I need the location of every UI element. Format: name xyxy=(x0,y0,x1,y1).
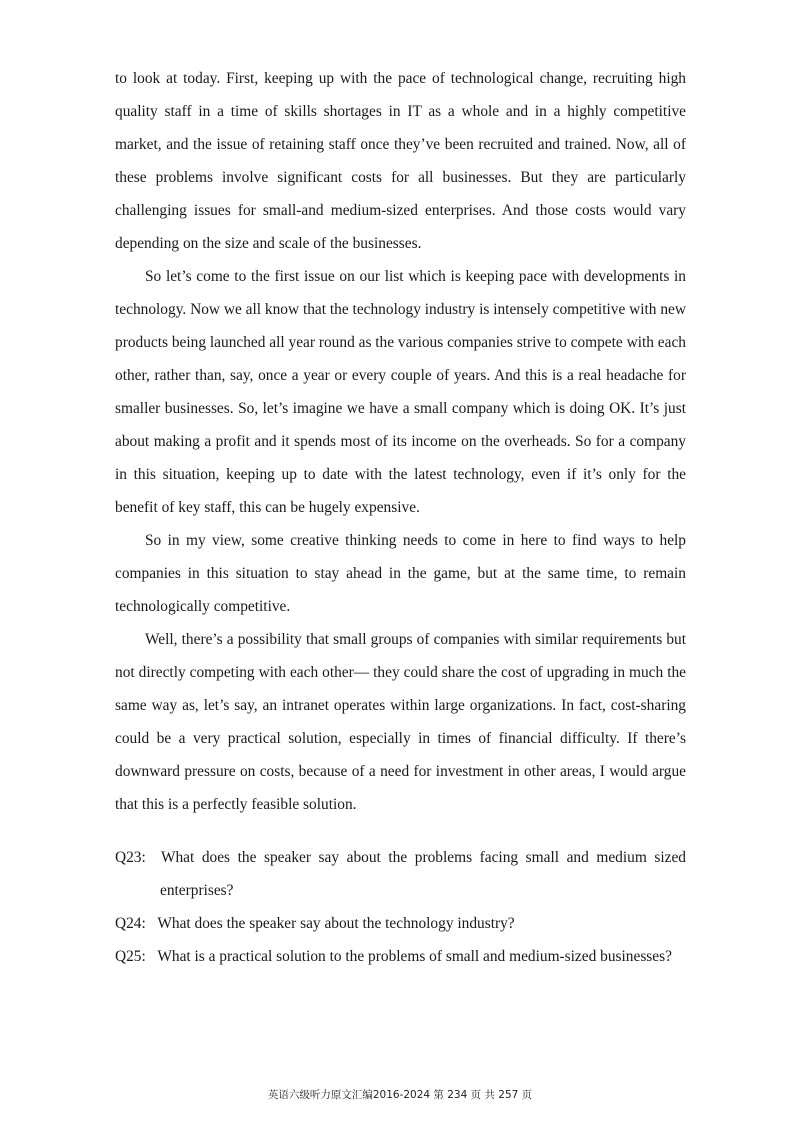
question-list xyxy=(115,841,686,973)
transcript-body xyxy=(115,62,686,821)
page-footer: 英语六级听力原文汇编2016-2024 第 234 页 共 257 页 xyxy=(267,1089,533,1101)
question-label: Q23: xyxy=(115,849,146,866)
paragraph-3: So in my view, some creative thinking needs to come in here to find ways to help companies in this situation to stay ahead in the game, but at the same time, to remain technologically competitive. xyxy=(115,532,686,615)
question-label: Q25: xyxy=(115,948,146,965)
question-text: What does the speaker say about the technology industry? xyxy=(157,915,515,932)
paragraph-4: Well, there’s a possibility that small groups of companies with similar requirements but not directly competing with each other— they could share the cost of upgrading in much the same way as, let’s say, an intranet operates within large organizations. In fact, cost-sharing could be a very practical solution, especially in times of financial difficulty. If there’s downward pressure on costs, because of a need for investment in other areas, I would argue that this is a perfectly feasible solution. xyxy=(115,631,686,813)
question-q24 xyxy=(115,907,686,940)
question-q25 xyxy=(115,940,686,973)
question-label: Q24: xyxy=(115,915,146,932)
paragraph-1: to look at today. First, keeping up with the pace of technological change, recruiting high quality staff in a time of skills shortages in IT as a whole and in a highly competitive market, and the issue of retaining staff once they’ve been recruited and trained. Now, all of these problems involve significant costs for all businesses. But they are particularly challenging issues for small-and medium-sized enterprises. And those costs would vary depending on the size and scale of the businesses. xyxy=(115,70,686,252)
question-text: What is a practical solution to the problems of small and medium-sized businesses? xyxy=(157,948,672,965)
question-q23 xyxy=(115,841,686,907)
question-text: What does the speaker say about the problems facing small and medium sized enterprises? xyxy=(160,849,686,899)
paragraph-2: So let’s come to the first issue on our list which is keeping pace with developments in technology. Now we all know that the technology industry is intensely competitive with new products being launched all year round as the various companies strive to compete with each other, rather than, say, once a year or every couple of years. And this is a real headache for smaller businesses. So, let’s imagine we have a small company which is doing OK. It’s just about making a profit and it spends most of its income on the overheads. So for a company in this situation, keeping up to date with the latest technology, even if it’s only for the benefit of key staff, this can be hugely expensive. xyxy=(115,268,686,516)
